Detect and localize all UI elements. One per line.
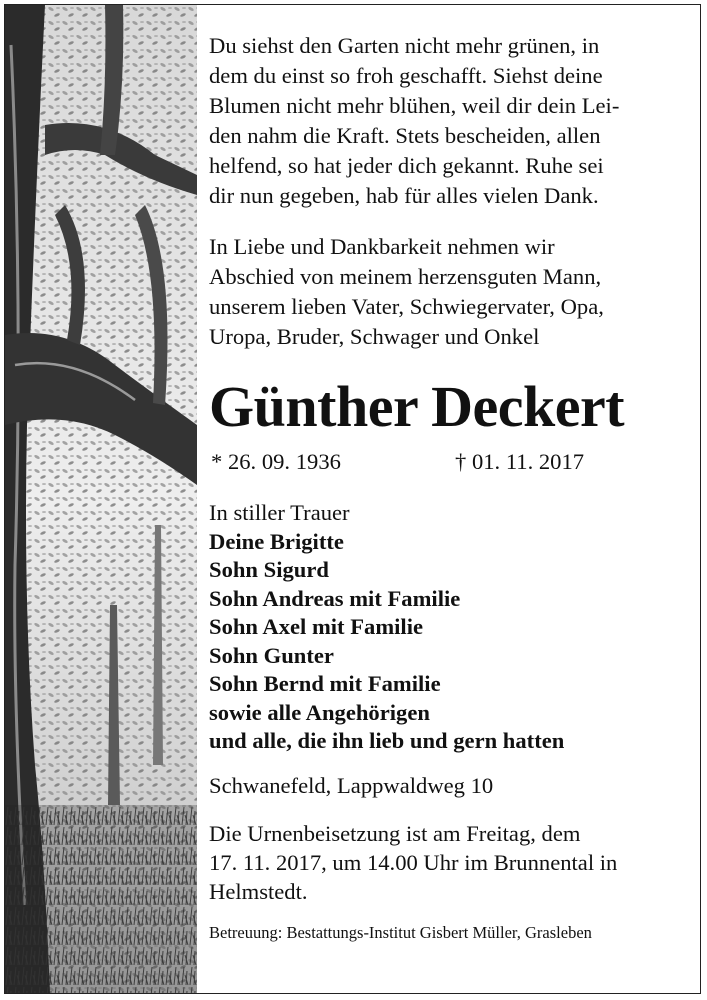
mourner: Sohn Gunter [209,642,334,668]
address: Schwanefeld, Lappwaldweg 10 [209,772,494,798]
tree-photo [5,5,197,993]
poem-line: dem du einst so froh geschafft. Siehst deine [209,63,603,88]
life-dates [209,448,679,476]
mourners-intro: In stiller Trauer [209,500,350,525]
poem-line: Du siehst den Garten nicht mehr grünen, in [209,33,600,58]
funeral-home-credit: Betreuung: Bestattungs-Institut Gisbert Müller, Grasleben [209,922,592,942]
intro-line: In Liebe und Dankbarkeit nehmen wir [209,234,555,259]
poem-line: dir nun gegeben, hab für alles vielen Dank. [209,183,599,208]
mourner: sowie alle Angehörigen [209,699,430,725]
mourner: Sohn Axel mit Familie [209,614,424,639]
burial-line: Helmstedt. [209,878,308,904]
mourner: Sohn Sigurd [209,557,329,582]
burial-line: 17. 11. 2017, um 14.00 Uhr im Brunnental in [209,849,618,875]
death-date: † 01. 11. 2017 [455,449,585,474]
poem-line: helfend, so hat jeder dich gekannt. Ruhe sei [209,153,604,178]
obituary-text [209,31,679,944]
birth-date: * 26. 09. 1936 [211,449,341,474]
mourner: und alle, die ihn lieb und gern hatten [209,728,565,753]
poem-line: Blumen nicht mehr blühen, weil dir dein Lei- [209,93,620,118]
mourners-list [209,499,679,756]
mourner: Sohn Bernd mit Familie [209,671,441,696]
farewell-intro [209,232,679,352]
burial-notice [209,819,679,906]
deceased-name: Günther Deckert [209,374,625,439]
tree-illustration [5,5,197,993]
intro-line: unserem lieben Vater, Schwiegervater, Opa, [209,294,604,319]
burial-line: Die Urnenbeisetzung ist am Freitag, dem [209,820,581,846]
obituary-frame [4,4,701,994]
poem [209,31,679,211]
poem-line: den nahm die Kraft. Stets bescheiden, allen [209,123,601,148]
mourner: Deine Brigitte [209,528,344,554]
intro-line: Uropa, Bruder, Schwager und Onkel [209,324,540,349]
intro-line: Abschied von meinem herzensguten Mann, [209,264,602,289]
mourner: Sohn Andreas mit Familie [209,585,461,611]
